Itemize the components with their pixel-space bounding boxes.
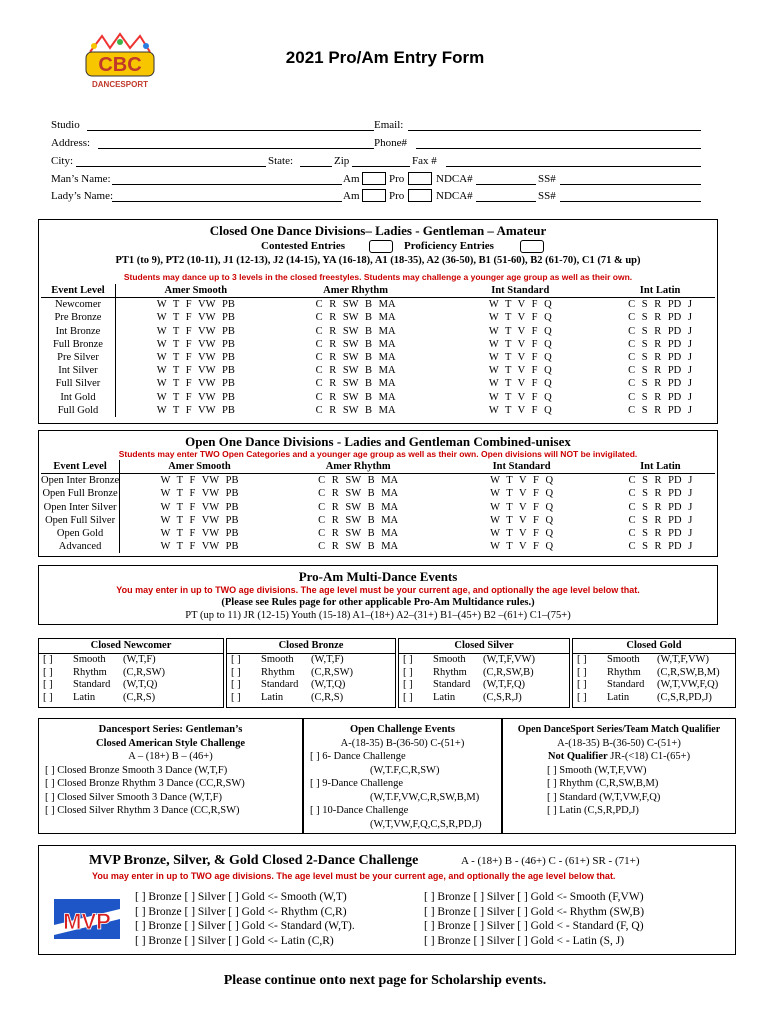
multi-dance-option[interactable] [39, 679, 223, 692]
multi-dance-option[interactable] [399, 692, 569, 705]
dance-style: Latin [261, 691, 284, 703]
series-item[interactable]: [ ] Closed Silver Smooth 3 Dance (W,T,F) [45, 791, 223, 803]
level-label: Full Silver [41, 377, 115, 390]
dance-list: (W,T,F) [311, 654, 344, 665]
rhythm-dances[interactable]: C R SW B MA [315, 338, 396, 350]
lady-pro-label: Pro [389, 190, 405, 202]
column-header: Int Latin [606, 460, 715, 474]
checkbox[interactable]: [ ] [43, 666, 53, 678]
challenge-10-dances: (W,T,VW,F,Q,C,S,R,PD,J) [370, 818, 482, 830]
rhythm-dances[interactable]: C R SW B MA [315, 352, 396, 364]
checkbox[interactable]: [ ] [43, 691, 53, 703]
standard-dances[interactable]: W T V F Q [490, 528, 554, 540]
challenge-10-dance[interactable]: [ ] 10-Dance Challenge [310, 805, 409, 816]
closed-silver-title: Closed Silver [399, 639, 569, 654]
table-header-row [41, 284, 715, 298]
checkbox[interactable]: [ ] [231, 679, 241, 690]
closed-silver-box [398, 638, 570, 708]
table-row [41, 501, 715, 514]
table-row [41, 527, 715, 540]
lady-ndca-label: NDCA# [436, 190, 473, 202]
table-row [41, 404, 715, 417]
state-field[interactable] [300, 166, 332, 167]
table-header-row [41, 460, 715, 474]
svg-text:MVP: MVP [63, 909, 111, 934]
multi-note: You may enter in up to TWO age divisions. The age level must be your current age, and optionally the age level below that. [116, 585, 640, 595]
mvp-title: MVP Bronze, Silver, & Gold Closed 2-Dance Challenge [89, 853, 419, 868]
smooth-dances[interactable]: W T F VW PB [156, 299, 235, 311]
smooth-dances[interactable]: W T F VW PB [156, 352, 235, 364]
rhythm-dances[interactable]: C R SW B MA [318, 541, 399, 553]
mvp-option[interactable]: [ ] Bronze [ ] Silver [ ] Gold <- Smooth (W,T) [135, 891, 347, 903]
table-row [41, 338, 715, 351]
multi-dance-option[interactable] [39, 692, 223, 705]
smooth-dances[interactable]: W T F VW PB [160, 475, 239, 487]
column-header: Amer Smooth [115, 284, 275, 298]
dance-style: Standard [73, 679, 111, 690]
latin-dances[interactable]: C S R PD J [628, 514, 693, 526]
table-row [41, 351, 715, 364]
mvp-option[interactable]: [ ] Bronze [ ] Silver [ ] Gold <- Rhythm (C,R) [135, 905, 347, 918]
open-challenge-box [303, 718, 502, 834]
open-challenge-title: Open Challenge Events [349, 724, 455, 735]
multi-dance-option[interactable] [39, 654, 223, 667]
series-title-2: Closed American Style Challenge [95, 737, 246, 749]
fax-field[interactable] [446, 166, 701, 167]
checkbox[interactable]: [ ] [43, 679, 53, 690]
multi-dance-option[interactable] [227, 654, 395, 667]
latin-dances[interactable]: C S R PD J [628, 352, 692, 364]
checkbox[interactable]: [ ] [403, 691, 413, 703]
standard-dances[interactable]: W T V F Q [488, 378, 552, 390]
dance-list: (C,S,R,J) [483, 691, 522, 703]
closed-one-dance-section [38, 219, 718, 424]
latin-dances[interactable]: C S R PD J [628, 391, 692, 403]
level-label: Newcomer [41, 298, 115, 312]
logo-subtext: DANCESPORT [91, 80, 149, 89]
email-label: Email: [374, 119, 404, 131]
multi-dance-option[interactable] [227, 667, 395, 680]
address-field[interactable] [98, 148, 374, 149]
studio-field[interactable] [87, 130, 374, 131]
contested-label: Contested Entries [261, 240, 346, 252]
latin-dances[interactable]: C S R PD J [628, 365, 692, 377]
dance-style: Rhythm [261, 666, 295, 678]
man-am-checkbox[interactable] [362, 172, 386, 185]
standard-dances[interactable]: W T V F Q [488, 404, 552, 416]
multi-dance-option[interactable] [573, 654, 735, 667]
challenge-6-dance[interactable]: [ ] 6- Dance Challenge [310, 751, 406, 762]
mvp-logo [52, 895, 122, 943]
open-note: Students may enter TWO Open Categories and a younger age group as well as their own. Open divisions will NOT be invigilated. [118, 449, 638, 459]
rhythm-dances[interactable]: C R SW B MA [315, 299, 396, 311]
table-row [41, 540, 715, 553]
checkbox[interactable]: [ ] [231, 654, 241, 665]
series-item[interactable]: [ ] Closed Bronze Smooth 3 Dance (W,T,F) [45, 764, 228, 776]
proficiency-checkbox[interactable] [520, 240, 544, 253]
dance-list: (W,T,F,VW) [483, 654, 535, 665]
studio-label: Studio [51, 119, 80, 131]
challenge-9-dance[interactable]: [ ] 9-Dance Challenge [310, 778, 403, 789]
dance-style: Latin [73, 691, 96, 703]
dance-style: Rhythm [73, 666, 107, 678]
mvp-option[interactable]: [ ] Bronze [ ] Silver [ ] Gold <- Latin (C,R) [135, 934, 334, 947]
proficiency-label: Proficiency Entries [404, 240, 494, 252]
man-ss-label: SS# [538, 173, 556, 185]
lady-ss-label: SS# [538, 190, 556, 202]
smooth-dances[interactable]: W T F VW PB [156, 312, 235, 324]
challenge-9-dances: (W,T.F,VW,C,R,SW,B,M) [370, 791, 480, 803]
series-title-1: Dancesport Series: Gentleman’s [98, 724, 243, 735]
checkbox[interactable]: [ ] [403, 679, 413, 690]
rhythm-dances[interactable]: C R SW B MA [315, 391, 396, 403]
column-header: Event Level [41, 284, 115, 298]
level-label: Full Gold [41, 404, 115, 417]
lady-ss-field[interactable] [560, 201, 701, 202]
smooth-dances[interactable]: W T F VW PB [160, 488, 239, 500]
checkbox[interactable]: [ ] [403, 654, 413, 665]
not-qualifier-ages: JR-(<18) C1-(65+) [610, 751, 691, 762]
rhythm-dances[interactable]: C R SW B MA [318, 475, 399, 487]
lady-label: Lady’s Name: [51, 190, 114, 202]
multi-dance-option[interactable] [227, 692, 395, 705]
latin-dances[interactable]: C S R PD J [628, 299, 692, 311]
man-name-field[interactable] [112, 184, 342, 185]
column-header: Amer Rhythm [279, 460, 438, 474]
fax-label: Fax # [412, 155, 437, 167]
lady-am-checkbox[interactable] [362, 189, 386, 202]
table-row [41, 311, 715, 324]
mvp-option[interactable]: [ ] Bronze [ ] Silver [ ] Gold < - Standard (F, Q) [424, 920, 644, 932]
standard-dances[interactable]: W T V F Q [490, 488, 554, 500]
rhythm-dances[interactable]: C R SW B MA [315, 365, 396, 377]
level-label: Int Gold [41, 391, 115, 404]
not-qualifier-label: Not Qualifier [547, 751, 608, 762]
contested-checkbox[interactable] [369, 240, 393, 253]
standard-dances[interactable]: W T V F Q [488, 312, 552, 324]
lady-ndca-field[interactable] [476, 201, 536, 202]
table-row [41, 474, 715, 488]
level-label: Full Bronze [41, 338, 115, 351]
footer-note: Please continue onto next page for Scholarship events. [223, 973, 547, 988]
latin-dances[interactable]: C S R PD J [628, 338, 692, 350]
dance-style: Smooth [433, 654, 466, 665]
multi-dance-option[interactable] [573, 679, 735, 692]
column-header: Amer Smooth [120, 460, 279, 474]
dance-list: (W,T,F,VW) [657, 654, 709, 665]
latin-dances[interactable]: C S R PD J [628, 404, 692, 416]
closed-one-table [41, 284, 715, 417]
smooth-dances[interactable]: W T F VW PB [156, 404, 235, 416]
open-one-table [41, 460, 715, 553]
dance-style: Latin [607, 691, 630, 703]
man-pro-checkbox[interactable] [408, 172, 432, 185]
zip-label: Zip [334, 155, 350, 167]
team-title: Open DanceSport Series/Team Match Qualifier [517, 724, 721, 735]
dance-style: Standard [261, 679, 299, 690]
dance-list: (C,R,SW) [123, 666, 165, 678]
column-header: Int Standard [435, 284, 605, 298]
smooth-dances[interactable]: W T F VW PB [156, 338, 235, 350]
series-box [38, 718, 303, 834]
city-field[interactable] [76, 166, 266, 167]
level-label: Pre Bronze [41, 311, 115, 324]
mvp-option[interactable]: [ ] Bronze [ ] Silver [ ] Gold <- Standard (W,T). [135, 920, 355, 932]
rhythm-dances[interactable]: C R SW B MA [318, 501, 399, 513]
standard-dances[interactable]: W T V F Q [490, 501, 554, 513]
mvp-section [38, 845, 736, 955]
series-ages: A – (18+) B – (46+) [128, 751, 213, 762]
state-label: State: [268, 155, 294, 167]
latin-dances[interactable]: C S R PD J [628, 488, 693, 500]
multi-dance-option[interactable] [399, 654, 569, 667]
dance-list: (W,T,F) [123, 654, 156, 665]
form-title: 2021 Pro/Am Entry Form [285, 48, 485, 67]
multi-rules: (Please see Rules page for other applicable Pro-Am Multidance rules.) [221, 597, 535, 608]
checkbox[interactable]: [ ] [403, 666, 413, 678]
checkbox[interactable]: [ ] [43, 654, 53, 665]
closed-bronze-box [226, 638, 396, 708]
smooth-dances[interactable]: W T F VW PB [160, 541, 239, 553]
smooth-dances[interactable]: W T F VW PB [156, 378, 235, 390]
city-label: City: [51, 155, 74, 167]
level-label: Open Full Bronze [42, 488, 118, 500]
latin-dances[interactable]: C S R PD J [628, 541, 693, 553]
checkbox[interactable]: [ ] [231, 691, 241, 703]
man-label: Man’s Name: [51, 173, 111, 185]
team-item[interactable]: [ ] Standard (W,T,VW,F,Q) [547, 791, 661, 803]
team-match-box [502, 718, 736, 834]
mvp-option[interactable]: [ ] Bronze [ ] Silver [ ] Gold <- Rhythm (SW,B) [424, 905, 645, 918]
dance-list: (C,R,S) [123, 691, 156, 703]
phone-field[interactable] [416, 148, 701, 149]
standard-dances[interactable]: W T V F Q [488, 325, 552, 337]
multi-dance-option[interactable] [399, 679, 569, 692]
checkbox[interactable]: [ ] [577, 654, 587, 665]
standard-dances[interactable]: W T V F Q [488, 299, 552, 311]
closed-bronze-title: Closed Bronze [227, 639, 395, 654]
smooth-dances[interactable]: W T F VW PB [156, 391, 235, 403]
open-challenge-ages: A-(18-35) B-(36-50) C-(51+) [340, 737, 465, 749]
multi-ages: PT (up to 11) JR (12-15) Youth (15-18) A1–(18+) A2–(31+) B1–(45+) B2 –(61+) C1–(75+) [185, 610, 571, 621]
open-one-dance-section [38, 430, 718, 557]
closed-gold-title: Closed Gold [573, 639, 735, 654]
man-ndca-label: NDCA# [436, 173, 473, 185]
man-ndca-field[interactable] [476, 184, 536, 185]
mvp-option[interactable]: [ ] Bronze [ ] Silver [ ] Gold < - Latin (S, J) [424, 934, 625, 947]
zip-field[interactable] [352, 166, 410, 167]
column-header: Int Latin [605, 284, 715, 298]
dance-style: Rhythm [607, 666, 641, 678]
latin-dances[interactable]: C S R PD J [628, 378, 692, 390]
closed-note: Students may dance up to 3 levels in the closed freestyles. Students may challenge a younger age group as well as their own. [123, 272, 633, 282]
team-item[interactable]: [ ] Smooth (W,T,F,VW) [547, 764, 647, 776]
closed-newcomer-box [38, 638, 224, 708]
man-pro-label: Pro [389, 173, 405, 185]
mvp-option[interactable]: [ ] Bronze [ ] Silver [ ] Gold <- Smooth (F,VW) [424, 891, 644, 903]
email-field[interactable] [408, 130, 701, 131]
standard-dances[interactable]: W T V F Q [490, 514, 554, 526]
closed-gold-box [572, 638, 736, 708]
level-label: Int Silver [41, 364, 115, 377]
rhythm-dances[interactable]: C R SW B MA [315, 312, 396, 324]
address-label: Address: [51, 137, 91, 149]
latin-dances[interactable]: C S R PD J [628, 528, 693, 540]
multi-dance-option[interactable] [39, 667, 223, 680]
level-label: Pre Silver [41, 351, 115, 364]
smooth-dances[interactable]: W T F VW PB [156, 365, 235, 377]
checkbox[interactable]: [ ] [577, 666, 587, 678]
multi-title: Pro-Am Multi-Dance Events [298, 569, 458, 584]
smooth-dances[interactable]: W T F VW PB [156, 325, 235, 337]
standard-dances[interactable]: W T V F Q [490, 475, 554, 487]
smooth-dances[interactable]: W T F VW PB [160, 514, 239, 526]
challenge-6-dances: (W,T.F,C,R,SW) [370, 764, 440, 776]
closed-one-title: Closed One Dance Divisions– Ladies - Gentleman – Amateur [209, 223, 547, 238]
team-item[interactable]: [ ] Latin (C,S,R,PD,J) [547, 805, 639, 816]
man-am-label: Am [343, 173, 360, 185]
dance-list: (C,R,SW,B) [483, 666, 534, 678]
column-header: Event Level [41, 460, 120, 474]
level-label: Int Bronze [41, 325, 115, 338]
dance-list: (W,T,F,Q) [483, 679, 526, 690]
standard-dances[interactable]: W T V F Q [488, 365, 552, 377]
multi-dance-option[interactable] [399, 667, 569, 680]
dance-list: (W,T,Q) [123, 679, 158, 690]
multi-dance-option[interactable] [573, 692, 735, 705]
smooth-dances[interactable]: W T F VW PB [160, 528, 239, 540]
smooth-dances[interactable]: W T F VW PB [160, 501, 239, 513]
rhythm-dances[interactable]: C R SW B MA [318, 528, 399, 540]
dance-list: (W,T,VW,F,Q) [657, 679, 719, 690]
dance-style: Smooth [73, 654, 106, 665]
table-row [41, 514, 715, 527]
standard-dances[interactable]: W T V F Q [488, 391, 552, 403]
man-ss-field[interactable] [560, 184, 701, 185]
rhythm-dances[interactable]: C R SW B MA [318, 488, 399, 500]
open-one-title: Open One Dance Divisions - Ladies and Gentleman Combined-unisex [185, 434, 571, 449]
latin-dances[interactable]: C S R PD J [628, 501, 693, 513]
dance-list: (C,R,SW) [311, 666, 353, 678]
multi-dance-option[interactable] [573, 667, 735, 680]
latin-dances[interactable]: C S R PD J [628, 325, 692, 337]
multi-dance-section [38, 565, 718, 625]
dance-list: (C,R,SW,B,M) [657, 666, 720, 678]
series-item[interactable]: [ ] Closed Silver Rhythm 3 Dance (CC,R,SW) [45, 805, 240, 816]
team-ages: A-(18-35) B-(36-50) C-(51+) [557, 737, 681, 749]
column-header: Int Standard [437, 460, 605, 474]
closed-age-groups: PT1 (to 9), PT2 (10-11), J1 (12-13), J2 (14-15), YA (16-18), A1 (18-35), A2 (36-50), B1 (51-60), B2 (61-70), C1 (71 & up) [115, 255, 641, 266]
checkbox[interactable]: [ ] [577, 679, 587, 690]
table-row [41, 391, 715, 404]
latin-dances[interactable]: C S R PD J [628, 312, 692, 324]
standard-dances[interactable]: W T V F Q [488, 352, 552, 364]
logo-letters: CBC [98, 54, 142, 76]
mvp-right-options [424, 890, 644, 948]
table-row [41, 364, 715, 377]
level-label: Open Inter Silver [41, 501, 120, 514]
mvp-ages: A - (18+) B - (46+) C - (61+) SR - (71+) [461, 855, 640, 867]
table-row [41, 487, 715, 500]
level-label: Advanced [41, 540, 120, 553]
checkbox[interactable]: [ ] [231, 666, 241, 678]
dance-style: Standard [607, 679, 645, 690]
table-row [41, 298, 715, 312]
multi-dance-option[interactable] [227, 679, 395, 692]
team-item[interactable]: [ ] Rhythm (C,R,SW,B,M) [547, 778, 659, 789]
dance-style: Standard [433, 679, 471, 690]
dance-style: Latin [433, 691, 456, 703]
latin-dances[interactable]: C S R PD J [628, 475, 693, 487]
checkbox[interactable]: [ ] [577, 691, 587, 703]
dance-list: (W,T,Q) [311, 679, 346, 690]
dance-style: Rhythm [433, 666, 467, 678]
dance-style: Smooth [607, 654, 640, 665]
level-label: Open Inter Bronze [41, 475, 120, 487]
dance-list: (C,S,R,PD,J) [657, 691, 712, 703]
mvp-left-options [135, 890, 355, 948]
rhythm-dances[interactable]: C R SW B MA [315, 378, 396, 390]
standard-dances[interactable]: W T V F Q [488, 338, 552, 350]
rhythm-dances[interactable]: C R SW B MA [318, 514, 399, 526]
standard-dances[interactable]: W T V F Q [490, 541, 554, 553]
series-item[interactable]: [ ] Closed Bronze Rhythm 3 Dance (CC,R,SW) [45, 778, 245, 789]
table-row [41, 377, 715, 390]
mvp-note: You may enter in up to TWO age divisions. The age level must be your current age, and optionally the age level below that. [92, 871, 616, 881]
lady-pro-checkbox[interactable] [408, 189, 432, 202]
lady-name-field[interactable] [112, 201, 342, 202]
level-label: Open Full Silver [41, 514, 120, 527]
column-header: Amer Rhythm [276, 284, 436, 298]
rhythm-dances[interactable]: C R SW B MA [315, 404, 396, 416]
table-row [41, 325, 715, 338]
closed-newcomer-title: Closed Newcomer [39, 639, 223, 654]
phone-label: Phone# [374, 137, 407, 149]
dance-style: Smooth [261, 654, 294, 665]
level-label: Open Gold [41, 527, 120, 540]
rhythm-dances[interactable]: C R SW B MA [315, 325, 396, 337]
dance-list: (C,R,S) [311, 691, 344, 703]
lady-am-label: Am [343, 190, 360, 202]
